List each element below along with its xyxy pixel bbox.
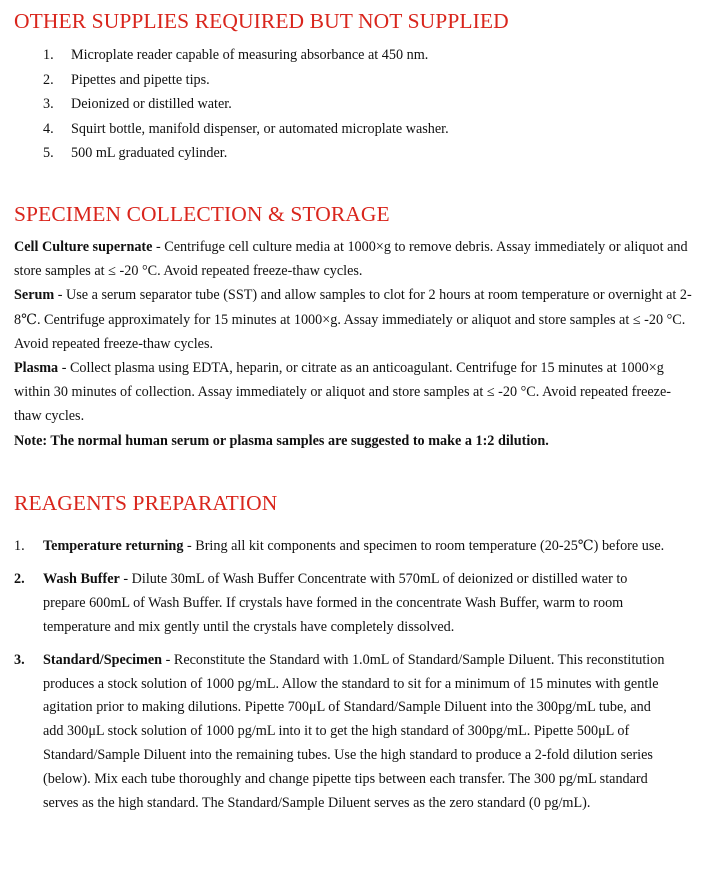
- reagents-heading: REAGENTS PREPARATION: [14, 491, 278, 515]
- paragraph-title: Cell Culture supernate: [14, 239, 153, 255]
- specimen-body: [14, 235, 696, 453]
- supplies-list: [0, 43, 449, 166]
- specimen-paragraph-cell-culture: [14, 235, 696, 283]
- reagents-list: [0, 535, 700, 825]
- paragraph-text: - Use a serum separator tube (SST) and allow samples to clot for 2 hours at room temperature or overnight at 2-8℃. Centrifuge approximately for 15 minutes at 1000×g. Assay immediately or aliquot and store samples at ≤ -20 °C. Avoid repeated freeze-thaw cycles.: [14, 287, 692, 352]
- list-item-number: 1.: [14, 538, 25, 554]
- specimen-paragraph-plasma: [14, 356, 696, 429]
- list-item-text: - Bring all kit components and specimen to room temperature (20-25℃) before use.: [183, 538, 665, 554]
- list-item: [0, 141, 449, 166]
- list-item-text: - Dilute 30mL of Wash Buffer Concentrate with 570mL of deionized or distilled water to prepare 600mL of Wash Buffer. If crystals have formed in the concentrate Wash Buffer, warm to room temperature and mix gently until the crystals have completely dissolved.: [43, 570, 628, 635]
- supplies-heading: OTHER SUPPLIES REQUIRED BUT NOT SUPPLIED: [14, 9, 509, 33]
- list-item-number: 3.: [43, 96, 54, 112]
- paragraph-title: Serum: [14, 287, 55, 304]
- list-item: [0, 43, 449, 68]
- list-item: [0, 68, 449, 93]
- specimen-paragraph-serum: [14, 283, 696, 356]
- list-item-number: 4.: [43, 120, 54, 137]
- list-item-title: Temperature returning: [43, 538, 184, 554]
- list-item: [0, 117, 449, 142]
- list-item-number: 3.: [14, 651, 25, 668]
- list-item-title: Wash Buffer: [43, 570, 120, 587]
- list-item-number: 1.: [43, 47, 54, 63]
- list-item-text: Deionized or distilled water.: [71, 96, 232, 112]
- list-item: [0, 92, 449, 117]
- paragraph-text: - Collect plasma using EDTA, heparin, or citrate as an anticoagulant. Centrifuge for 15 minutes at 1000×g within 30 minutes of collection. Assay immediately or aliquot and store samples at ≤ -20 °C. Avoid repeated freeze-thaw cycles.: [14, 360, 671, 425]
- list-item-text: Microplate reader capable of measuring absorbance at 450 nm.: [71, 47, 429, 63]
- list-item-number: 5.: [43, 145, 54, 161]
- list-item-text: Squirt bottle, manifold dispenser, or automated microplate washer.: [71, 120, 449, 137]
- list-item-text: 500 mL graduated cylinder.: [71, 145, 228, 161]
- list-item-title: Standard/Specimen: [43, 651, 163, 668]
- specimen-note: [14, 429, 696, 453]
- paragraph-text: - Centrifuge cell culture media at 1000×g to remove debris. Assay immediately or aliquot and store samples at ≤ -20 °C. Avoid repeated freeze-thaw cycles.: [14, 239, 688, 280]
- list-item-number: 2.: [43, 71, 54, 88]
- list-item: [0, 649, 673, 816]
- list-item-text: Pipettes and pipette tips.: [71, 71, 210, 88]
- note-text: Note: The normal human serum or plasma samples are suggested to make a 1:2 dilution.: [14, 432, 549, 449]
- specimen-heading: SPECIMEN COLLECTION & STORAGE: [14, 202, 390, 226]
- list-item-text: - Reconstitute the Standard with 1.0mL of Standard/Sample Diluent. This reconstitution produces a stock solution of 1000 pg/mL. Allow the standard to sit for a minimum of 15 minutes with gentle agitation prior to making dilutions. Pipette 700μL of Standard/Sample Diluent into the 300pg/mL tube, and add 300μL stock solution of 1000 pg/mL into it to get the high standard of 300pg/mL. Pipette 500μL of Standard/Sample Diluent into the remaining tubes. Use the high standard to produce a 2-fold dilution series (below). Mix each tube thoroughly and change pipette tips between each transfer. The 300 pg/mL standard serves as the high standard. The Standard/Sample Diluent serves as the zero standard (0 pg/mL).: [43, 651, 665, 812]
- list-item: [0, 535, 673, 559]
- paragraph-title: Plasma: [14, 360, 59, 377]
- list-item-number: 2.: [14, 570, 25, 587]
- list-item: [0, 568, 673, 640]
